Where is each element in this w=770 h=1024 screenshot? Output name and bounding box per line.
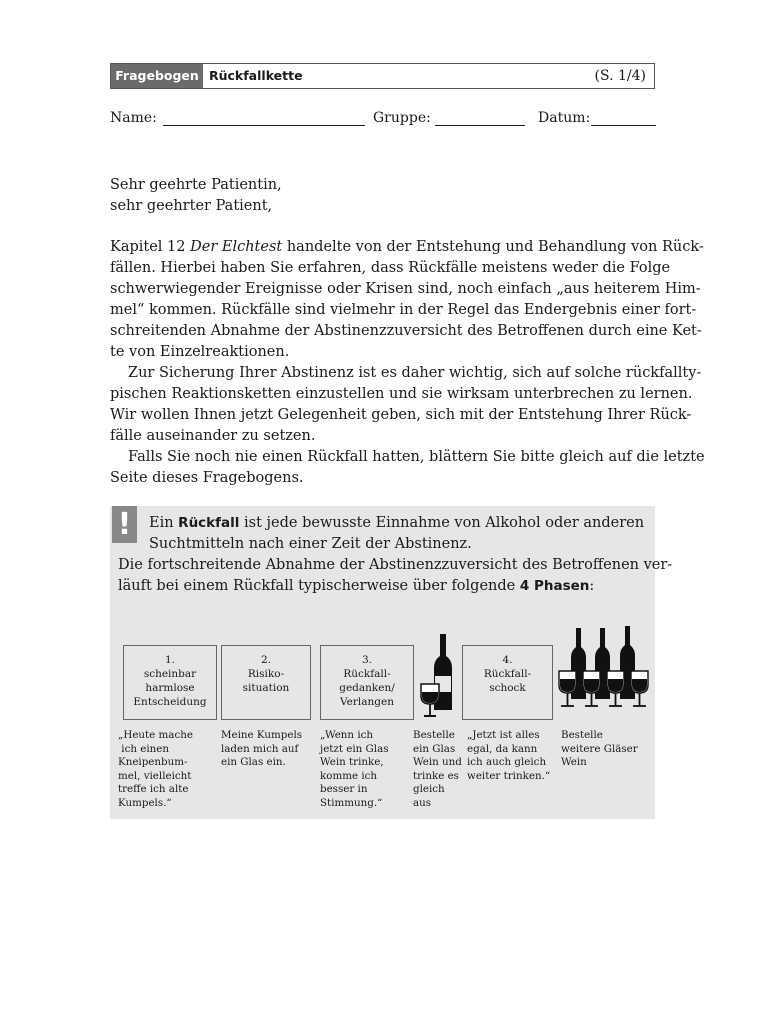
wine-bottles-and-glasses-icon [557, 625, 653, 720]
phase-label: Verlangen [340, 696, 394, 708]
wine-bottle-and-glass-icon [419, 632, 457, 720]
paragraph-line: te von Einzelreaktionen. [110, 344, 290, 360]
paragraph-line: Seite dieses Fragebogens. [110, 470, 304, 486]
header-tag: Fragebogen [111, 64, 203, 88]
phase-label: gedanken/ [339, 682, 395, 694]
phase-3-box [320, 645, 414, 720]
example-phase-2: Meine Kumpels laden mich auf ein Glas ein. [221, 729, 303, 768]
description-line: Die fortschreitende Abnahme der Abstinenzzuversicht des Betroffenen ver- [118, 557, 673, 573]
phase-label: scheinbar [143, 668, 197, 680]
description-line: läuft bei einem Rückfall typischerweise über folgende 4 Phasen: [118, 578, 595, 594]
name-field[interactable] [163, 124, 365, 126]
phase-label: Entscheidung [133, 696, 207, 708]
paragraph-line: fälle auseinander zu setzen. [110, 428, 316, 444]
relapse-info-box [110, 506, 673, 819]
header-title: Rückfallkette [209, 68, 303, 83]
paragraph-line: fällen. Hierbei haben Sie erfahren, dass Rückfälle meistens weder die Folge [110, 260, 671, 276]
phase-label: Risiko- [247, 668, 285, 680]
example-more-drinks: Bestelle weitere Gläser Wein [561, 729, 638, 768]
phase-number: 3. [361, 654, 373, 666]
example-drink: Bestelle ein Glas Wein und trinke es gleich aus [413, 729, 462, 809]
phase-2-box [221, 645, 311, 720]
phase-number: 1. [164, 654, 176, 666]
paragraph-line: Zur Sicherung Ihrer Abstinenz ist es daher wichtig, sich auf solche rückfallty- [128, 365, 702, 381]
definition-line: Ein Rückfall ist jede bewusste Einnahme von Alkohol oder anderen [149, 515, 645, 531]
paragraph-line: Falls Sie noch nie einen Rückfall hatten, blättern Sie bitte gleich auf die letzte [128, 449, 705, 465]
paragraph-line: mel“ kommen. Rückfälle sind vielmehr in der Regel das Endergebnis einer fort- [110, 302, 697, 318]
definition-line: Suchtmitteln nach einer Zeit der Abstinenz. [149, 536, 472, 552]
paragraph-line: schwerwiegender Ereignisse oder Krisen sind, noch einfach „aus heiterem Him- [110, 281, 701, 297]
date-label: Datum: [538, 110, 591, 126]
example-phase-3: „Wenn ich jetzt ein Glas Wein trinke, komme ich besser in Stimmung.“ [320, 729, 389, 809]
paragraph-line: schreitenden Abnahme der Abstinenzzuversicht des Betroffenen durch eine Ket- [110, 323, 702, 339]
paragraph-line: Wir wollen Ihnen jetzt Gelegenheit geben, sich mit der Entstehung Ihrer Rück- [110, 407, 692, 423]
salutation-line: Sehr geehrte Patientin, [110, 177, 282, 193]
paragraph-line: Kapitel 12 Der Elchtest handelte von der Entstehung und Behandlung von Rück- [110, 239, 704, 255]
phase-1-box [123, 645, 217, 720]
group-field[interactable] [435, 124, 525, 126]
exclamation-icon: ! [112, 506, 137, 543]
page-indicator: (S. 1/4) [594, 68, 646, 84]
phase-label: situation [242, 682, 290, 694]
date-field[interactable] [591, 124, 656, 126]
phase-4-box [462, 645, 553, 720]
paragraph-line: pischen Reaktionsketten einzustellen und sie wirksam unterbrechen zu lernen. [110, 386, 693, 402]
example-phase-1: „Heute mache ich einen Kneipenbum- mel, vielleicht treffe ich alte Kumpels.“ [118, 729, 193, 809]
phase-number: 4. [502, 654, 513, 666]
name-label: Name: [110, 110, 157, 126]
phase-label: schock [489, 682, 526, 694]
group-label: Gruppe: [373, 110, 431, 126]
phase-label: Rückfall- [483, 668, 532, 680]
phase-label: harmlose [145, 682, 195, 694]
phase-number: 2. [260, 654, 272, 666]
example-phase-4: „Jetzt ist alles egal, da kann ich auch gleich weiter trinken.“ [467, 729, 551, 782]
worksheet-header [110, 63, 655, 89]
phase-label: Rückfall- [343, 668, 391, 680]
salutation-line: sehr geehrter Patient, [110, 198, 273, 214]
